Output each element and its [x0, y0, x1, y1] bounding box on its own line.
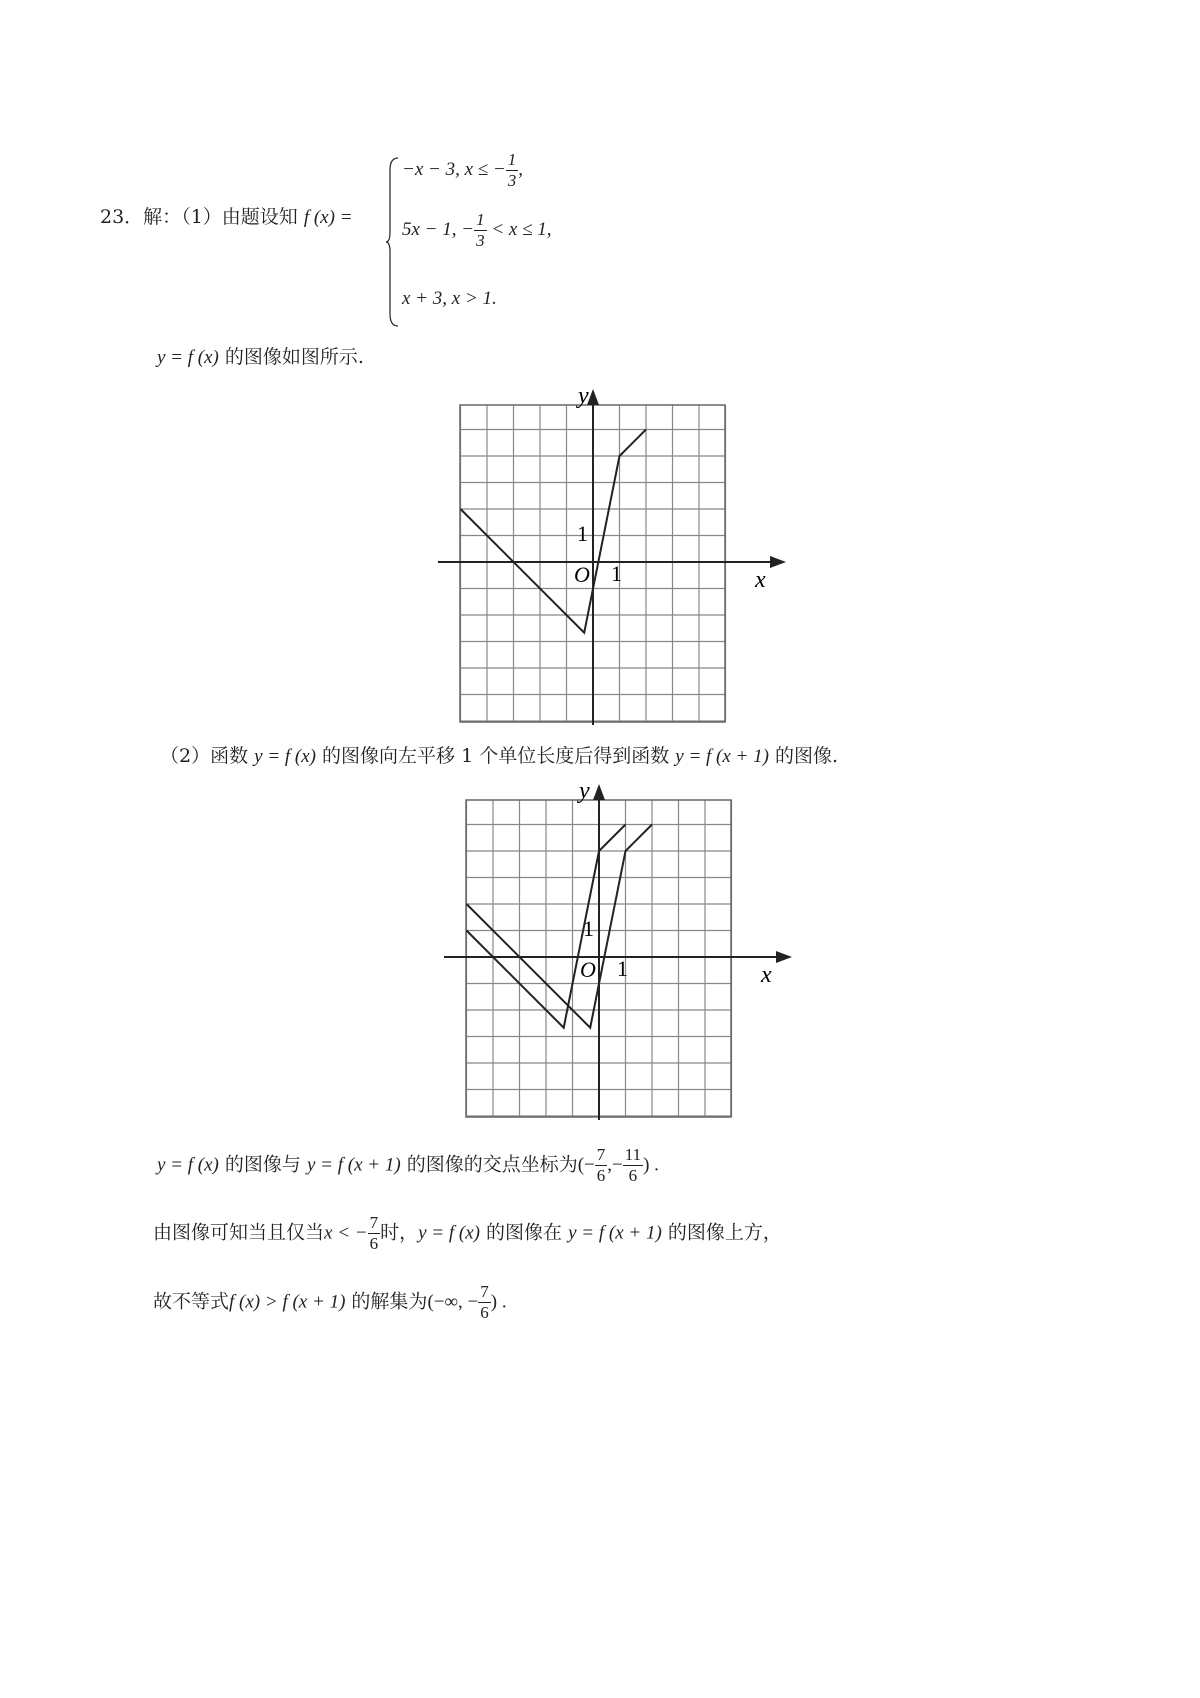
condition-den: 6: [369, 1234, 379, 1253]
condition-fraction: [368, 1213, 381, 1254]
intersect-x-num: 7: [596, 1145, 606, 1164]
graph1-x-arrow-icon: [770, 556, 786, 568]
condition-math-1: x < −: [324, 1222, 368, 1244]
answer-close: ) .: [490, 1291, 507, 1313]
graph1-y-tick-label: 1: [577, 521, 588, 546]
case1-fraction: [506, 150, 519, 191]
graph2-x-label: x: [761, 962, 772, 988]
answer-den: 6: [480, 1303, 489, 1322]
condition-math-2: y = f (x): [418, 1222, 480, 1244]
case1-tail: ,: [518, 158, 524, 180]
part2-text-b: 的图像向左平移 1 个单位长度后得到函数: [316, 745, 676, 767]
part2-text-c: 的图像.: [768, 745, 839, 767]
piecewise-case-3: [402, 288, 497, 310]
graph1-curve-f: [461, 430, 647, 633]
answer-open: (−∞, −: [427, 1291, 479, 1313]
problem-heading: [100, 205, 353, 230]
piecewise-case-1: [402, 150, 523, 191]
graph2-curve-f: [467, 825, 653, 1028]
problem-number: 23．解：: [100, 206, 182, 228]
intersect-comma: ,−: [607, 1154, 623, 1176]
graph1-caption-math: y = f (x): [157, 347, 219, 368]
answer-text-2: 的解集为: [345, 1290, 428, 1313]
intersect-math-2: y = f (x + 1): [306, 1154, 401, 1176]
condition-math-3: y = f (x + 1): [568, 1222, 662, 1244]
intersect-text-1: 的图像与: [218, 1153, 307, 1176]
case3-expr: x + 3, x > 1.: [402, 288, 497, 309]
case2-num: 1: [476, 210, 485, 229]
answer-fraction: [478, 1282, 491, 1323]
part2-math-2: y = f (x + 1): [675, 746, 769, 767]
part1-intro: （1）由题设知: [181, 206, 298, 228]
condition-text-1: 由图像可知当且仅当: [153, 1221, 325, 1244]
graph1-y-arrow-icon: [587, 389, 599, 405]
piecewise-brace: [386, 156, 400, 328]
condition-statement: [153, 1213, 782, 1254]
graph1-x-tick-label: 1: [611, 561, 622, 586]
answer-statement: [153, 1282, 507, 1323]
intersect-open: (−: [577, 1154, 595, 1176]
intersect-x-fraction: [595, 1145, 608, 1186]
condition-text-3: 的图像在: [479, 1221, 569, 1244]
intersection-statement: [157, 1145, 659, 1186]
answer-num: 7: [480, 1282, 489, 1301]
graph2-x-arrow-icon: [776, 951, 792, 963]
answer-math-1: f (x) > f (x + 1): [229, 1291, 346, 1313]
part2-math-1: y = f (x): [254, 746, 317, 767]
intersect-text-2: 的图像的交点坐标为: [400, 1153, 578, 1176]
case1-den: 3: [507, 171, 517, 190]
intersect-y-fraction: [623, 1145, 643, 1186]
intersect-x-den: 6: [596, 1166, 606, 1185]
part2-text-a: （2）函数: [160, 745, 255, 767]
case2-fraction: [474, 210, 487, 251]
graph2-y-label: y: [579, 780, 590, 804]
case1-num: 1: [507, 150, 517, 169]
graph1-origin-label: O: [574, 562, 590, 587]
graph2-y-arrow-icon: [593, 784, 605, 800]
answer-text-1: 故不等式: [153, 1290, 230, 1313]
case1-expr: −x − 3, x ≤ −: [402, 158, 506, 180]
intersect-close: ) .: [643, 1154, 659, 1176]
case2-expr: 5x − 1, −: [402, 218, 475, 240]
intersect-y-num: 11: [624, 1145, 642, 1164]
intersect-y-den: 6: [628, 1166, 638, 1185]
graph1-x-label: x: [755, 567, 766, 593]
case2-tail: < x ≤ 1,: [486, 218, 552, 240]
part2-statement: [160, 744, 838, 769]
condition-text-2: 时，: [380, 1221, 419, 1244]
graph1-figure: [430, 385, 790, 730]
intersect-math-1: y = f (x): [157, 1154, 219, 1176]
graph2-x-tick-label: 1: [617, 956, 628, 981]
graph2-y-tick-label: 1: [583, 916, 594, 941]
graph1-caption: [157, 345, 364, 370]
condition-text-4: 的图像上方，: [661, 1221, 782, 1244]
graph1-y-label: y: [578, 385, 589, 409]
piecewise-case-2: [402, 210, 552, 251]
case2-den: 3: [476, 231, 485, 250]
graph2-origin-label: O: [580, 957, 596, 982]
graph2-figure: [436, 780, 796, 1125]
f-definition-lhs: f (x) =: [303, 207, 353, 228]
graph1-caption-text: 的图像如图所示.: [218, 346, 364, 368]
condition-num: 7: [369, 1213, 379, 1232]
